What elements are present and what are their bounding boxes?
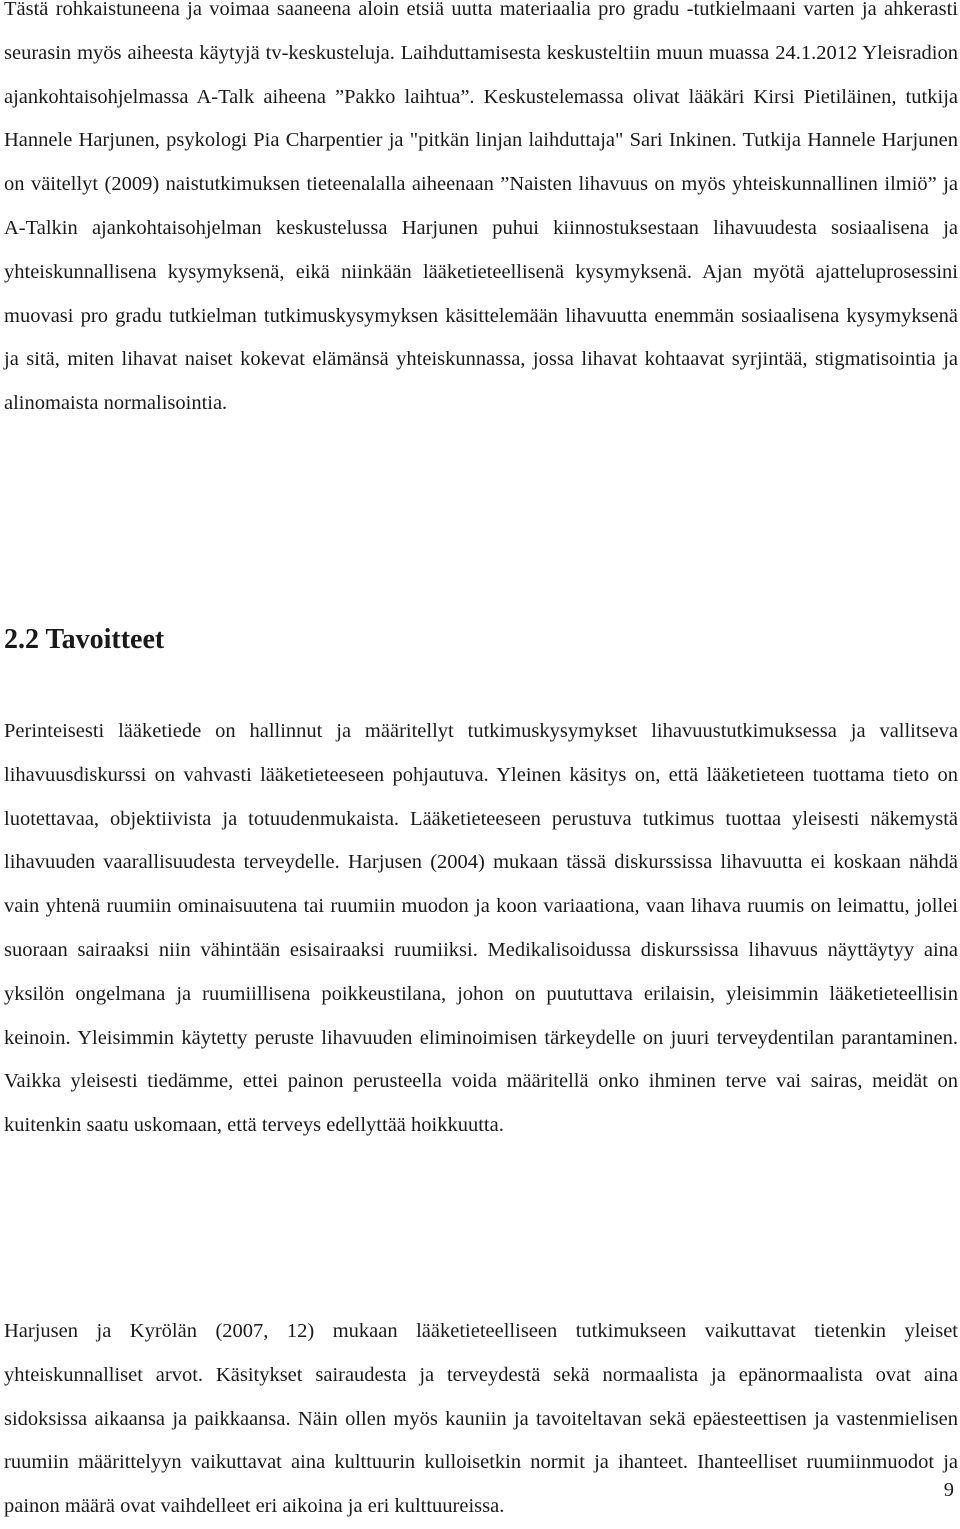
body-paragraph: Harjusen ja Kyrölän (2007, 12) mukaan lääketieteelliseen tutkimukseen vaikuttavat tietenkin yleiset yhteiskunnalliset arvot. Käsitykset sairaudesta ja terveydestä sekä normaalista ja epänormaalista ovat aina sidoksissa aikaansa ja paikkaansa. Näin ollen myös kauniin ja tavoiteltavan sekä epäesteettisen ja vastenmielisen ruumiin määrittelyyn vaikuttavat aina kulttuurin kulloisetkin normit ja ihanteet. Ihanteelliset ruumiinmuodot ja painon määrä ovat vaihdelleet eri aikoina ja eri kulttuureissa. bbox=[4, 1320, 958, 1518]
body-paragraph: Tästä rohkaistuneena ja voimaa saaneena aloin etsiä uutta materiaalia pro gradu -tutkielmaani varten ja ahkerasti seurasin myös aiheesta käytyjä tv-keskusteluja. Laihduttamisesta keskusteltiin muun muassa 24.1.2012 Yleisradion ajankohtaisohjelmassa A-Talk aiheena ”Pakko laihtua”. Keskustelemassa olivat lääkäri Kirsi Pietiläinen, tutkija Hannele Harjunen, psykologi Pia Charpentier ja "pitkän linjan laihduttaja" Sari Inkinen. Tutkija Hannele Harjunen on väitellyt (2009) naistutkimuksen tieteenalalla aiheenaan ”Naisten lihavuus on myös yhteiskunnallinen ilmiö” ja A-Talkin ajankohtaisohjelman keskustelussa Harjunen puhui kiinnostuksestaan lihavuudesta sosiaalisena ja yhteiskunnallisena kysymyksenä, eikä niinkään lääketieteellisenä kysymyksenä. Ajan myötä ajatteluprosessini muovasi pro gradu tutkielman tutkimuskysymyksen käsittelemään lihavuutta enemmän sosiaalisena kysymyksenä ja sitä, miten lihavat naiset kokevat elämänsä yhteiskunnassa, jossa lihavat kohtaavat syrjintää, stigmatisointia ja alinomaista normalisointia. bbox=[4, 0, 958, 415]
page-number: 9 bbox=[943, 1479, 954, 1501]
body-paragraph: Perinteisesti lääketiede on hallinnut ja määritellyt tutkimuskysymykset lihavuustutkimuksessa ja vallitseva lihavuusdiskurssi on vahvasti lääketieteeseen pohjautuva. Yleinen käsitys on, että lääketieteen tuottama tieto on luotettavaa, objektiivista ja totuudenmukaista. Lääketieteeseen perustuva tutkimus tuottaa yleisesti näkemystä lihavuuden vaarallisuudesta terveydelle. Harjusen (2004) mukaan tässä diskurssissa lihavuutta ei koskaan nähdä vain yhtenä ruumiin ominaisuutena tai ruumiin muodon ja koon variaationa, vaan lihava ruumis on leimattu, jollei suoraan sairaaksi niin vähintään esisairaaksi ruumiiksi. Medikalisoidussa diskurssissa lihavuus näyttäytyy aina yksilön ongelmana ja ruumiillisena poikkeustilana, johon on puututtava erilaisin, yleisimmin lääketieteellisin keinoin. Yleisimmin käytetty peruste lihavuuden eliminoimisen tärkeydelle on juuri terveydentilan parantaminen. Vaikka yleisesti tiedämme, ettei painon perusteella voida määritellä onko ihminen terve vai sairas, meidät on kuitenkin saatu uskomaan, että terveys edellyttää hoikkuutta. bbox=[4, 720, 958, 1137]
section-heading: 2.2 Tavoitteet bbox=[4, 624, 165, 655]
